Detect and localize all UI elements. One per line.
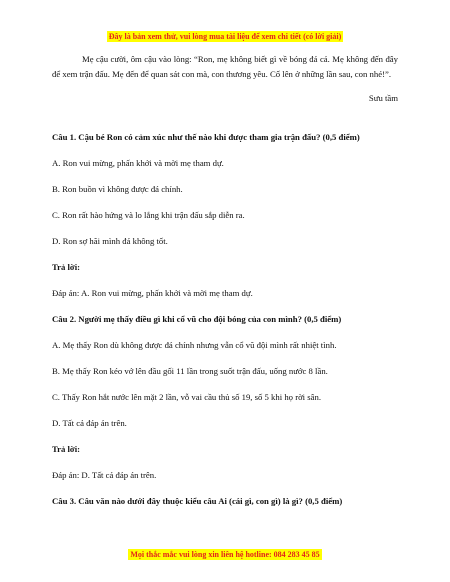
question-1-answer-label: Trả lời: [52,262,81,272]
question-3-title: Câu 3. Câu văn nào dưới đây thuộc kiểu câu Ai (cái gì, con gì) là gì? (0,5 điểm) [52,496,343,506]
question-1-option-b: B. Ron buồn vì không được đá chính. [52,184,183,194]
top-notice-text: Đây là bản xem thử, vui lòng mua tài liệu để xem chi tiết (có lời giải) [108,32,342,41]
question-1-option-d: D. Ron sợ hãi mình đá không tốt. [52,236,168,246]
top-notice-banner [0,31,450,42]
document-body [52,52,398,509]
bottom-hotline-text: Mọi thắc mắc vui lòng xin liên hệ hotline: 084 283 45 85 [130,550,320,559]
question-1-option-c: C. Ron rất hào hứng và lo lắng khi trận đấu sắp diễn ra. [52,210,245,220]
question-2-option-d: D. Tất cả đáp án trên. [52,418,127,428]
question-2-answer-label: Trả lời: [52,444,81,454]
passage-source: Sưu tầm [368,93,398,103]
question-1-answer: Đáp án: A. Ron vui mừng, phấn khởi và mời mẹ tham dự. [52,288,253,298]
question-2-option-b: B. Mẹ thấy Ron kéo vớ lên đầu gối 11 lần trong suốt trận đấu, uống nước 8 lần. [52,366,328,376]
question-1-title: Câu 1. Cậu bé Ron có cảm xúc như thế nào khi được tham gia trận đấu? (0,5 điểm) [52,132,360,142]
question-2-option-a: A. Mẹ thấy Ron dù không được đá chính nhưng vẫn cổ vũ đội mình rất nhiệt tình. [52,340,337,350]
question-2-option-c: C. Thấy Ron hắt nước lên mặt 2 lần, vỗ vai cầu thủ số 19, số 5 khi họ rời sân. [52,392,322,402]
question-1-option-a: A. Ron vui mừng, phấn khởi và mời mẹ tham dự. [52,158,224,168]
bottom-hotline-banner [0,549,450,560]
passage-paragraph: Mẹ cậu cười, ôm cậu vào lòng: “Ron, mẹ không biết gì về bóng đá cả. Mẹ không đến đây để xem trận đấu. Mẹ đến để quan sát con mà, con thương yêu. Cố lên ở những lần sau, con nhé!”. [52,54,398,79]
question-2-title: Câu 2. Người mẹ thấy điều gì khi cổ vũ cho đội bóng của con mình? (0,5 điểm) [52,314,342,324]
question-2-answer: Đáp án: D. Tất cả đáp án trên. [52,470,157,480]
